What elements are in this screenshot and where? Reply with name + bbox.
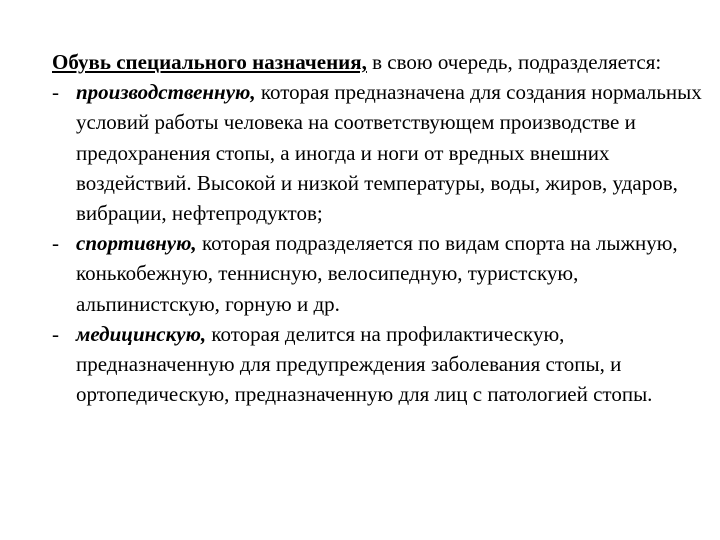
intro-paragraph (52, 47, 702, 77)
bullet-term: медицинскую, (76, 321, 207, 346)
list-item (52, 77, 702, 228)
bullet-term: спортивную, (76, 231, 197, 256)
list-item (52, 319, 702, 410)
bullet-text: которая предназначена для создания нормальных условий работы человека на соответствующем производстве и предохранения стопы, а иногда и ноги от вредных внешних воздействий. Высокой и низкой температуры, воды, жиров, ударов, вибрации, нефтепродуктов; (76, 80, 702, 226)
bullet-dash: - (52, 321, 59, 346)
text-block (52, 47, 702, 409)
intro-rest: в свою очередь, подразделяется: (366, 50, 662, 74)
bullet-dash: - (52, 231, 59, 256)
intro-title: Обувь специального назначения, (52, 50, 367, 74)
list-item (52, 228, 702, 319)
bullet-term: производственную, (76, 80, 256, 105)
bullet-text: которая делится на профилактическую, предназначенную для предупреждения заболевания стопы, и ортопедическую, предназначенную для лиц с патологией стопы. (76, 321, 653, 407)
bullet-text: которая подразделяется по видам спорта на лыжную, конькобежную, теннисную, велосипедную, туристскую, альпинистскую, горную и др. (76, 231, 678, 316)
bullet-dash: - (52, 80, 59, 105)
